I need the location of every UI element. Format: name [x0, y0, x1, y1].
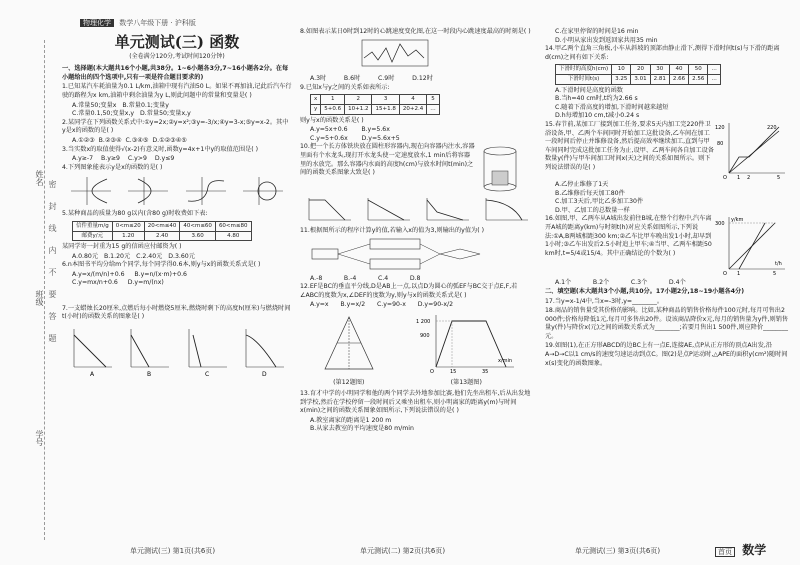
candle-graph-a — [66, 325, 116, 377]
option: A.①②③ — [72, 136, 95, 144]
option: A.0.80元 — [72, 252, 99, 260]
candle-graph-c — [181, 325, 231, 377]
question-12-options — [300, 301, 535, 310]
id-label: 学号 — [35, 430, 44, 446]
column-1 — [62, 28, 292, 380]
axis-label: 1 — [737, 271, 741, 278]
graph-figure — [124, 175, 172, 207]
name-label: 姓名 — [35, 170, 44, 186]
question-8: 8.如图表示某日0时到12时的心跳速度变化图,在这一时段内心跳速度最高的时刻是( ) — [300, 28, 531, 35]
option: C.随着下滑高度的增加,下滑时间越来越短 — [555, 103, 669, 111]
option: A.1个 — [555, 279, 572, 287]
option: C.y=90-x — [376, 301, 406, 309]
program-flowchart — [310, 237, 510, 271]
candle-graph-b — [123, 325, 173, 377]
travel-graph — [715, 215, 787, 279]
question-9-options — [300, 126, 535, 143]
option: A.-8 — [310, 274, 323, 282]
option: C.③④⑤ — [125, 136, 149, 144]
option: D.①②③④⑤ — [152, 136, 187, 144]
question-13-options-cont — [545, 28, 790, 45]
option-graph — [305, 196, 353, 224]
section-1-heading: 一、选择题(本大题共16个小题,共38分。1~6小题各3分,7~16小题各2分。在每小题给出的四个选项中,只有一项是符合题目要求的) — [62, 65, 289, 81]
exam-note: (全卷满分120分,考试时间120分钟) — [129, 52, 225, 60]
option: C.加工3天后,甲比乙多加工30件 — [555, 198, 644, 206]
fig-label: B — [147, 371, 152, 378]
table-cell: 4.80 — [215, 231, 251, 241]
axis-label: 120 — [715, 124, 725, 131]
footer-page-1: 单元测试(三) 第1页(共6页) — [130, 547, 216, 555]
option: A.y≥-7 — [72, 155, 94, 163]
axis-label: y/km — [731, 217, 744, 224]
axis-label: O — [723, 271, 727, 278]
question-5-options — [62, 253, 292, 262]
question-17: 17.当y=x-1/4中,当x=-3时,y=________。 — [545, 297, 664, 305]
question-3: 3.当实数x的取值使得√(x-2)有意义时,函数y=4x+1中y的取值范围是( ) — [62, 145, 259, 153]
fig-label: D — [262, 371, 267, 378]
axis-label: 900 — [420, 332, 430, 339]
question-1-options — [62, 102, 292, 119]
candle-graph-d — [238, 325, 288, 377]
question-13: 13.育才中学的小明同学和他的两个同学去外地参加比赛,他们先坐出租车,后从出发地到学校,然后在学校停留一段时间后又乘坐出租车,则小明离家的距离y(m)与时间x(min)之间的函数关系图象如图所示,下列说法错误的是( ) — [300, 390, 531, 415]
question-19: 19.如图(1),在正方形ABCD的边BC上有一点E,连接AE,点P从正方形的顶点A出发,沿A→D→C以1 cm/s的速度匀速运动到点C。图(2)是点P运动时,△APE的面积y(cm²)随时间x(s)变化的函数图象。 — [545, 342, 788, 367]
table-cell: 1.20 — [112, 231, 144, 241]
table-cell: 3.25 — [612, 74, 631, 84]
fig-12 — [319, 313, 379, 387]
option: B.乙维修后每天加工80件 — [555, 189, 625, 197]
graph-figure — [67, 175, 115, 207]
option: D.h每增加10 cm,t减小0.24 s — [555, 112, 640, 120]
option-graph — [482, 196, 530, 224]
table-cell: 2.56 — [689, 74, 708, 84]
question-8-options — [300, 75, 535, 84]
axis-label: 5 — [777, 174, 781, 181]
option: C.3个 — [630, 279, 648, 287]
option: B.y=x/2 — [340, 301, 366, 309]
option: B.y=5.6x — [361, 126, 390, 134]
question-15-options — [545, 181, 790, 215]
option: A.常量50;变量x — [72, 101, 117, 109]
table-cell: 50 — [689, 65, 708, 75]
table-cell: 40 — [669, 65, 688, 75]
exam-title: 单元测试(三) 函数 — [114, 33, 240, 51]
section-2-heading: 二、填空题(本大题共3个小题,共10分。17小题2分,18~19小题各4分) — [545, 287, 745, 295]
question-10-block — [300, 143, 535, 193]
question-6-options: A.y=x/(m/n)+0.6 B.y=n/(x·m)+0.6 C.y=mx/n+0.6 D.y=m/(nx) — [72, 270, 187, 287]
table-cell: 10+1.2 — [345, 104, 372, 114]
option: B.从家去教室的平均速度是80 m/min — [310, 425, 414, 433]
fig-label: C — [204, 371, 209, 378]
option: B.y≥9 — [100, 155, 120, 163]
table-cell: 邮费y/元 — [73, 231, 113, 241]
option: D.y=90-x/2 — [417, 301, 454, 309]
table-cell: 下滑时间t(s) — [556, 74, 612, 84]
question-10-figures — [300, 196, 535, 224]
question-14-table — [555, 64, 721, 84]
column-3 — [545, 28, 790, 369]
table-cell: … — [708, 74, 721, 84]
axis-label: 1 — [737, 174, 741, 181]
table-cell: 1 — [321, 95, 345, 105]
graph-figure — [182, 175, 230, 207]
table-cell: … — [427, 104, 440, 114]
table-cell: 60<m≤80 — [215, 221, 251, 231]
table-cell: x — [311, 95, 321, 105]
graph-figure — [239, 175, 287, 207]
option: C.y=5+0.6x — [310, 134, 348, 142]
question-11-options — [300, 275, 535, 284]
binding-margin — [0, 0, 55, 565]
table-cell: 0<m≤20 — [112, 221, 144, 231]
brand-tag: 首页 — [715, 547, 735, 557]
option-graph — [423, 196, 471, 224]
table-cell: 2.66 — [669, 74, 688, 84]
axis-label: O — [723, 174, 727, 181]
header-tag: 物理化学 — [80, 19, 114, 27]
fig-13 — [416, 313, 516, 387]
seal-text: 密封线内不要答题 — [48, 180, 57, 356]
table-cell: 2.40 — [144, 231, 180, 241]
question-5-table — [72, 221, 252, 241]
question-4-figures — [62, 175, 292, 207]
question-11: 11.根据图所示的程序计算y的值,若输入x的值为3,则输出的y值为( ) — [300, 227, 484, 235]
question-18: 18.商品的销售量受其价格的影响。比如,某种商品的销售价格每件100元时,每月可售出2 000件;价格每降低1元,每月可多售出20件。设该商品降价x元,每月的销售量为y件,则销售量y(件)与降价x(元)之间的函数关系式为________;若要月售出1 500件,则应降价________元。 — [545, 307, 789, 340]
question-2-options — [62, 137, 292, 146]
heart-rate-chart — [360, 38, 430, 72]
table-cell: … — [708, 65, 721, 75]
fig-label: A — [89, 371, 94, 378]
triangle-figure — [319, 313, 379, 375]
footer-page-3: 单元测试(三) 第3页(共6页) — [575, 547, 661, 555]
question-9: 9.已知x与y之间的关系如表所示: — [300, 83, 390, 91]
question-6: 6.n本图书平均分给m个同学,每个同学得0.6本,则y与x的函数关系式是( ) — [62, 261, 261, 269]
table-cell: 3 — [372, 95, 399, 105]
option: A.y=x — [310, 301, 329, 309]
option: C.y>9 — [127, 155, 147, 163]
cylinder-figure — [475, 143, 525, 193]
figure-caption: (第13题图) — [450, 378, 482, 386]
option: D.常量50;变量x,y — [140, 110, 191, 118]
question-7: 7.一支蜡烛长20厘米,点燃后每小时燃烧5厘米,燃烧时剩下的高度h(厘米)与燃烧时间t(小时)的函数关系的图象是( ) — [62, 304, 291, 321]
option: D.8 — [409, 274, 421, 282]
table-cell: 5 — [427, 95, 440, 105]
class-label: 班级 — [35, 290, 44, 306]
table-cell: 4 — [399, 95, 426, 105]
question-16: 16.如图,甲、乙两车从A城出发前往B城,在整个行程中,汽车离开A城的距离y(km)与时刻t(h)对应关系如图所示,下列说法:①A,B两城相距300 km;②乙车比甲车晚出发1小时,却早到1小时;③乙车出发后2.5小时追上甲车;④当甲、乙两车相距50 km时,t=5/4或15/4。其中正确结论的个数为( ) — [545, 215, 712, 257]
option: D.甲、乙加工的总数量一样 — [555, 206, 630, 214]
footer-page-2: 单元测试(二) 第2页(共6页) — [360, 547, 446, 555]
question-1: 1.已知某汽车耗油量为0.1 L/km,油箱中现有汽油50 L。如果不再加油,记此后汽车行驶的路程为x km,油箱中剩余油量为y L,则此问题中的常量和变量是( ) — [62, 83, 292, 99]
header-text: 数学八年级下册 · 沪科版 — [119, 19, 196, 27]
option: A.教室离家的距离是1 200 m — [310, 416, 392, 424]
distance-time-graph — [416, 313, 516, 375]
table-cell: 3.01 — [631, 74, 650, 84]
question-16-options — [545, 279, 790, 288]
option: C.2.40元 — [136, 252, 163, 260]
column-2 — [300, 28, 535, 434]
axis-label: 1 200 — [416, 318, 431, 325]
axis-label: 2 — [747, 174, 751, 181]
table-cell: 40<m≤60 — [180, 221, 216, 231]
table-cell: 20 — [631, 65, 650, 75]
question-15: 15.春节前,某加工厂接到加工任务,要求5天内加工完220件卫浴设备,甲、乙两个车间同时开始加工这批设备,乙车间在加工一段时间后停止并维修设备,然后提高效率继续加工,直到与甲车间同时完成这批加工任务为止,设甲、乙两车间各自加工设备数量y(件)与甲车间加工时间x(天)之间的关系如图所示。则下列说法错误的是( ) — [545, 120, 715, 171]
question-5: 5.某种商品的质量为80 g以内(含80 g)时收费如下表: — [62, 210, 208, 218]
axis-label: O — [430, 368, 435, 375]
option: D.y=5.6x+5 — [361, 134, 400, 142]
figure-caption: (第12题图) — [333, 378, 365, 386]
option: A.y=5x+0.6 — [310, 126, 348, 134]
axis-label: 300 — [715, 221, 725, 228]
axis-label: x/min — [498, 357, 513, 364]
option: B.-4 — [343, 274, 357, 282]
table-cell: 2 — [345, 95, 372, 105]
question-14-options — [545, 87, 790, 121]
question-2: 2.某同学在下列函数关系式中:①y=2x;②y=x²;③y=-3/x;④y=3-x;⑤y=x-2。其中y是x的函数的是( ) — [62, 118, 289, 135]
option: B.常量0.1;变量y — [122, 101, 169, 109]
table-cell: 30 — [650, 65, 669, 75]
option: D.y≤9 — [154, 155, 175, 163]
option: B.1.20元 — [103, 252, 131, 260]
option: C.常量0.1,50;变量x,y — [72, 110, 135, 118]
table-cell: 10 — [612, 65, 631, 75]
option: C.4 — [377, 274, 389, 282]
option-graph — [364, 196, 412, 224]
brand-subject: 数学 — [742, 543, 767, 557]
question-14: 14.甲乙两个直角三角板,小车从斜坡的顶部由静止滑下,测得下滑时间t(s)与下滑的距离d(cm)之间有如下关系: — [545, 45, 780, 61]
option: A.3时 — [310, 75, 327, 83]
question-13-options — [300, 417, 535, 434]
option: B.6时 — [343, 75, 361, 83]
option: D.4个 — [668, 279, 686, 287]
table-cell: 3.60 — [180, 231, 216, 241]
table-cell: 5+0.6 — [321, 104, 345, 114]
production-graph — [715, 121, 787, 181]
option: A.乙停止维修了1天 — [555, 180, 609, 188]
axis-label: 15 — [450, 368, 457, 375]
question-7-figures — [62, 325, 292, 377]
question-10: 10.把一个长方体铁块放在圆柱形容器内,现在向容器内注水,容器里面有个水龙头,现打开水龙头使一定速度放水,1 min后将容器里的水放完。那么容器内水面的高度h(cm)与放水时间t(min)之间的函数关系图象大致是( ) — [300, 143, 475, 177]
axis-label: 5 — [773, 271, 777, 278]
table-cell: 下滑时的高度h(cm) — [556, 65, 612, 75]
option: D.12时 — [412, 75, 433, 83]
option: D.小明从家出发到返回家共用35 min — [555, 36, 658, 44]
axis-label: 220 — [767, 124, 777, 131]
option: C.9时 — [377, 75, 395, 83]
axis-label: 80 — [717, 140, 724, 147]
option: B.②③④ — [98, 136, 122, 144]
question-9b: 则y与x的函数关系是( ) — [300, 116, 364, 124]
option: C.在家里停留的时间是16 min — [555, 28, 639, 35]
table-cell: y — [311, 104, 321, 114]
page-header — [80, 18, 196, 28]
option: D.3.60元 — [168, 252, 195, 260]
brand-mark — [715, 541, 766, 558]
question-5b: 某同学寄一封重为15 g的信函应付邮资为( ) — [62, 243, 182, 251]
table-cell: 2.81 — [650, 74, 669, 84]
table-cell: 信件重量m/g — [73, 221, 113, 231]
question-12-13-figures — [300, 313, 535, 387]
question-15-block — [545, 121, 790, 181]
axis-label: 35 — [482, 368, 489, 375]
option: A.下滑时间是高度的函数 — [555, 86, 623, 94]
option: B.2个 — [592, 279, 610, 287]
question-3-options — [62, 155, 292, 164]
question-12: 12.EF是BC的垂直平分线,D是AB上一点,以点D为圆心的弧EF与BC交于点E,F,若∠ABC的度数为x,∠DEF的度数为y,则y与x的函数关系式是( ) — [300, 283, 518, 299]
table-cell: 20<m≤40 — [144, 221, 180, 231]
axis-label: t/h — [775, 261, 782, 268]
table-cell: 15+1.8 — [372, 104, 399, 114]
table-cell: 20+2.4 — [399, 104, 426, 114]
question-16-block — [545, 215, 790, 279]
option: B.当h=40 cm时,t约为2.66 s — [555, 95, 638, 103]
question-9-table — [310, 94, 440, 114]
question-4: 4.下列图象能表示y是x的函数的是( ) — [62, 163, 163, 171]
